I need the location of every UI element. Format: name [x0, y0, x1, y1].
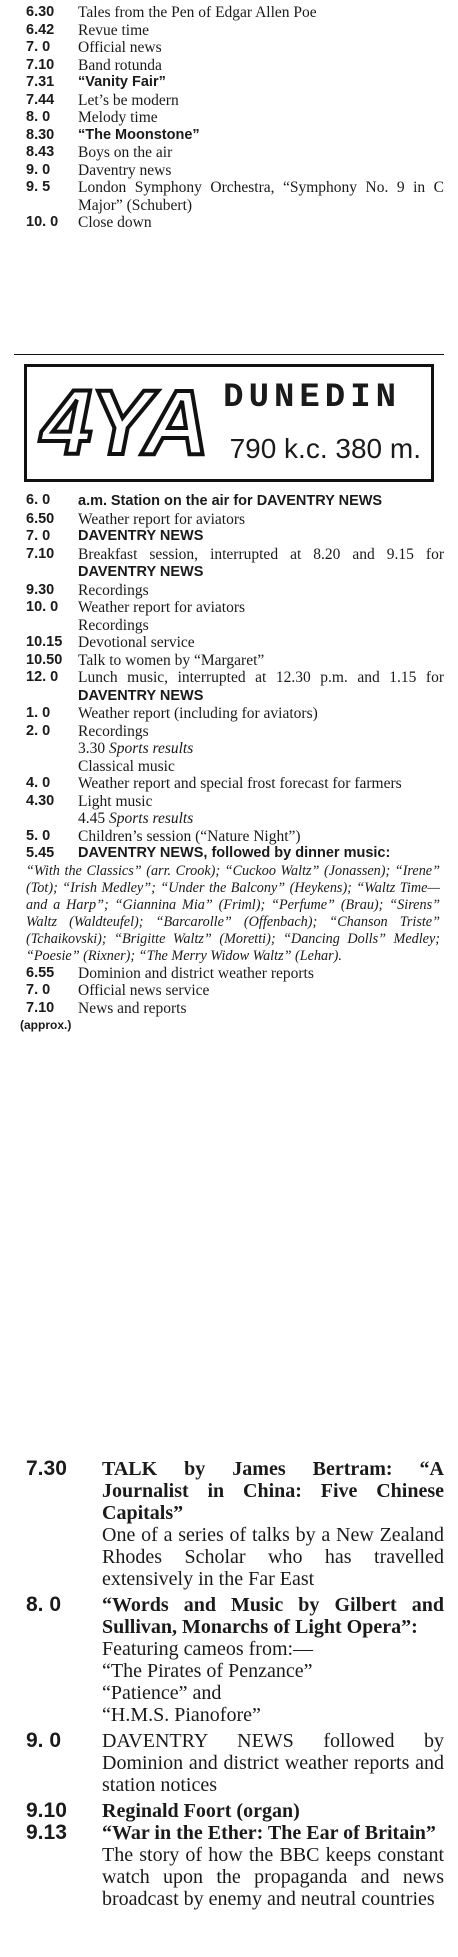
top-schedule: [14, 4, 444, 232]
section-divider: [14, 354, 444, 355]
list-item: 7. 0 Official news service: [26, 982, 210, 999]
list-item: 9.30 Recordings: [26, 581, 149, 599]
list-item: 6.42 Revue time: [26, 21, 150, 39]
list-item: 7.10 Breakfast session, interrupted at 8.20 and 9.15 for DAVENTRY NEWS: [26, 545, 444, 580]
list-item: 6.30 Tales from the Pen of Edgar Allen Poe: [26, 4, 317, 21]
list-item: 9.10 Reginald Foort (organ): [26, 1799, 300, 1822]
list-item: 9.13 “War in the Ether: The Ear of Britain” The story of how the BBC keeps constant watch upon the propaganda and news broadcast by enemy and neutral countries: [26, 1821, 444, 1910]
list-item: 7.44 Let’s be modern: [26, 91, 179, 109]
list-item: 1. 0 Weather report (including for aviators): [26, 705, 318, 722]
list-item: 12. 0 Lunch music, interrupted at 12.30 p.m. and 1.15 for DAVENTRY NEWS: [26, 669, 444, 704]
list-item: 5.45 DAVENTRY NEWS, followed by dinner music:: [26, 845, 391, 861]
station-schedule: [14, 492, 444, 1035]
list-item: 2. 0 Recordings 3.30 Sports results Classical music: [26, 722, 194, 775]
list-item: 6. 0 a.m. Station on the air for DAVENTRY NEWS: [26, 492, 383, 509]
list-item: 8.30 “The Moonstone”: [26, 126, 200, 143]
list-item: 10. 0 Close down: [26, 214, 152, 231]
list-item: 7.31 “Vanity Fair”: [26, 74, 166, 90]
list-item: 7.10 Band rotunda: [26, 56, 162, 74]
station-call-sign: 4YA: [41, 372, 208, 474]
list-item: 7.10 News and reports: [26, 999, 187, 1017]
station-banner: [24, 364, 434, 482]
list-item: 10.15 Devotional service: [26, 634, 195, 651]
evening-schedule: [14, 1458, 444, 1910]
list-item: 7. 0 DAVENTRY NEWS: [26, 528, 204, 544]
list-item: 6.55 Dominion and district weather reports: [26, 964, 314, 982]
station-frequency: 790 k.c. 380 m.: [229, 433, 421, 464]
list-item: 9. 0 Daventry news: [26, 161, 172, 179]
list-item: 9. 5 London Symphony Orchestra, “Symphony No. 9 in C Major” (Schubert): [26, 179, 444, 214]
list-item: 5. 0 Children’s session (“Nature Night”): [26, 827, 301, 845]
approx-label: (approx.): [20, 1018, 72, 1032]
list-item: 8.43 Boys on the air: [26, 144, 173, 161]
list-item: 7. 0 Official news: [26, 39, 162, 56]
station-city: DUNEDIN: [223, 379, 401, 417]
list-item: 6.50 Weather report for aviators: [26, 510, 246, 528]
list-item: 4.30 Light music 4.45 Sports results: [26, 792, 194, 827]
dinner-music-list: “With the Classics” (arr. Crook); “Cuckoo Waltz” (Jonassen); “Irene” (Tot); “Irish Medley”; “Under the Balcony” (Heykens); “Waltz Time—and a Harp”; “Giannina Mia” (Friml); “Perfume” (Brau); “Sirens” Waltz (Waldteufel); “Barcarolle” (Offenbach); “Chanson Triste” (Tchaikovski); “Brigitte Waltz” (Moretti); “Dancing Dolls” Medley; “Poesie” (Rixner); “The Merry Widow Waltz” (Lehar).: [26, 862, 440, 964]
list-item: 8. 0 “Words and Music by Gilbert and Sullivan, Monarchs of Light Opera”: Featuring cameos from:— “The Pirates of Penzance” “Patience” and “H.M.S. Pianofore”: [26, 1593, 444, 1726]
list-item: 8. 0 Melody time: [26, 109, 158, 126]
list-item: 10.50 Talk to women by “Margaret”: [26, 651, 265, 669]
list-item: 10. 0 Weather report for aviators Recordings: [26, 599, 246, 634]
list-item: 9. 0 DAVENTRY NEWS followed by Dominion and district weather reports and station notices: [26, 1729, 445, 1796]
list-item: 7.30 TALK by James Bertram: “A Journalist in China: Five Chinese Capitals” One of a series of talks by a New Zealand Rhodes Scholar who has travelled extensively in the Far East: [26, 1457, 444, 1590]
list-item: 4. 0 Weather report and special frost forecast for farmers: [26, 775, 402, 792]
